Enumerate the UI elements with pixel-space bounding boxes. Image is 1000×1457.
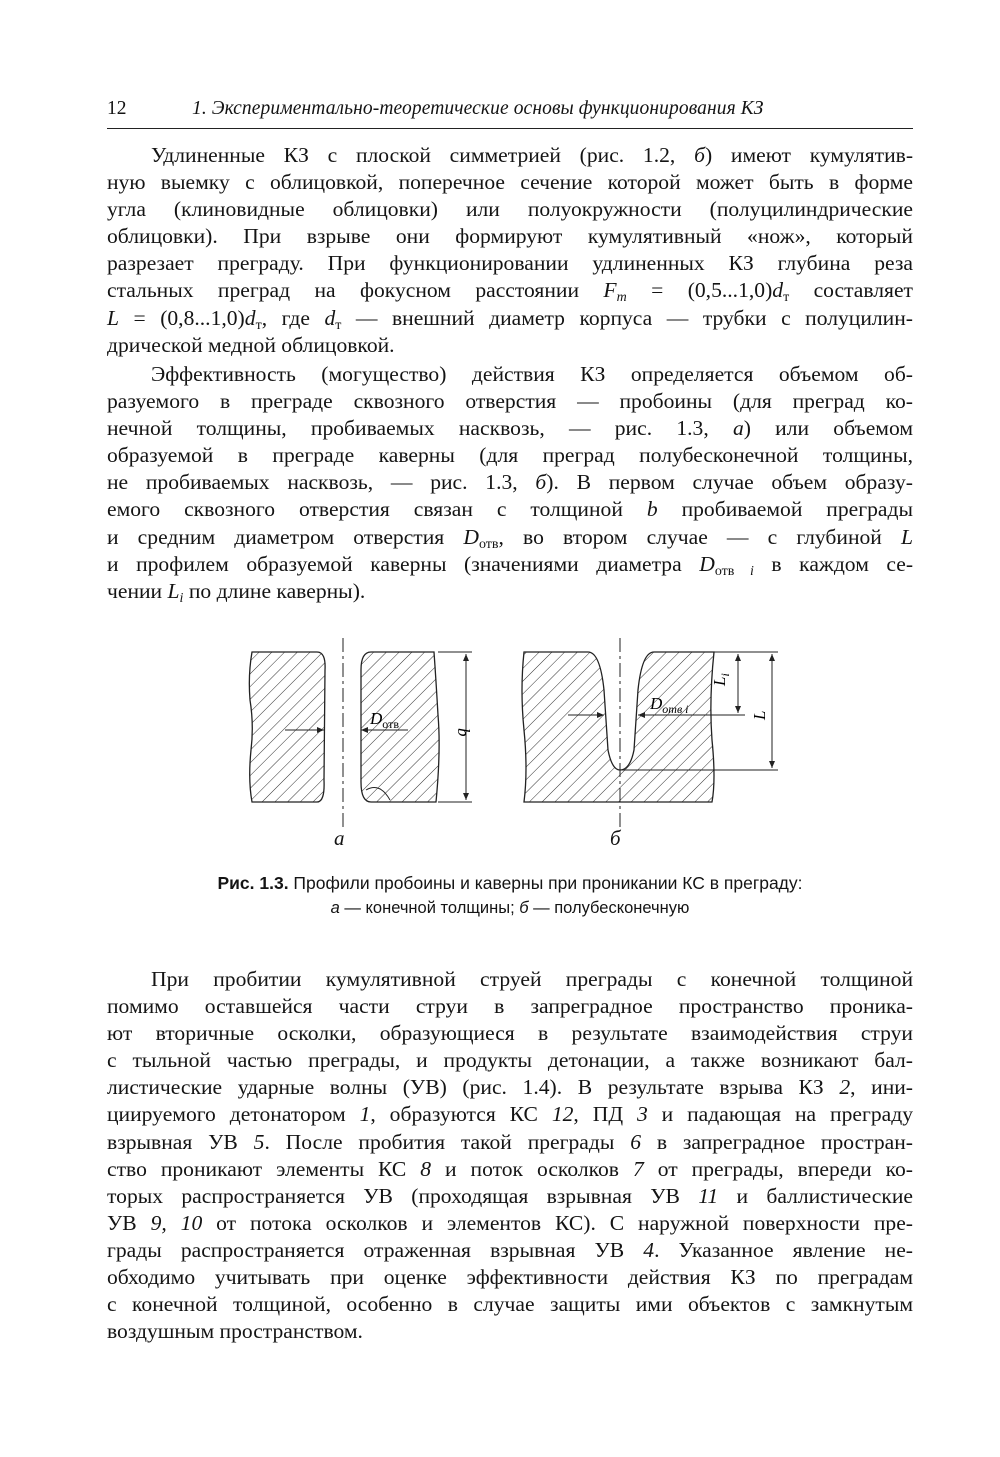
figure-a-through-hole — [249, 638, 473, 828]
paragraph-elongated-charges — [107, 142, 913, 359]
text-line: ную выемку с облицовкой, поперечное сечение которой может быть в форме — [107, 170, 913, 195]
text-line: облицовки). При взрыве они формируют кумулятивный «нож», который — [107, 224, 913, 249]
paragraph-effectiveness — [107, 361, 913, 605]
dimension-label-b: b — [454, 728, 473, 737]
text-line: разуемого в преграде сквозного отверстия — пробоины (для преград ко- — [107, 389, 913, 414]
text-line: При пробитии кумулятивной струей преграды с конечной толщиной — [151, 967, 913, 991]
paragraph-penetration — [107, 966, 913, 1345]
text-line: с тыльной частью преграды, и продукты детонации, а также возникают бал- — [107, 1048, 913, 1073]
figure-caption-legend: а — конечной толщины; б — полубесконечную — [330, 899, 690, 917]
text-line: чении $L_i$ по длине каверны). — [107, 578, 366, 606]
text-line: взрывная УВ 5. После пробития такой преграды 6 в запреградное простран- — [107, 1129, 913, 1154]
text-line: помимо оставшейся части струи в запреградное пространство проника- — [107, 994, 913, 1019]
dimension-label-Li: $L_i$ — [710, 673, 732, 686]
figure-label-b: б — [610, 826, 621, 850]
plate-left-half — [249, 652, 325, 802]
text-line: Эффективность (могущество) действия КЗ определяется объемом об- — [151, 362, 913, 386]
text-line: образуемой в преграде каверны (для преград полубесконечной толщины, — [107, 443, 913, 468]
figure-label-a: а — [334, 826, 345, 850]
text-line: стальных преград на фокусном расстоянии $F_m = (0,5...1,0)d_т$ составляет — [107, 278, 913, 306]
text-line: и профилем образуемой каверны (значениями диаметра $D_{отв i}$ в каждом се- — [107, 551, 914, 579]
caption-prefix: Рис. 1.3. — [217, 873, 289, 893]
text-line: листические ударные волны (УВ) (рис. 1.4). В результате взрыва КЗ 2, ини- — [107, 1075, 913, 1100]
dimension-label-D: $D_{отв}$ — [370, 709, 400, 731]
figure-hole-cavity-profiles — [230, 630, 790, 855]
text-line: ют вторичные осколки, образующиеся в результате взаимодействия струи — [107, 1021, 913, 1046]
page-number: 12 — [107, 98, 127, 119]
text-line: $L = (0,8...1,0)d_т$, где $d_т$ — внешний диаметр корпуса — трубки с полуцилин- — [107, 305, 913, 333]
text-line: разрезает преграду. При функционировании удлиненных КЗ глубина реза — [107, 251, 913, 276]
text-line: не пробиваемых насквозь, — рис. 1.3, б). В первом случае объем образу- — [107, 470, 913, 495]
text-line: ство проникают элементы КС 8 и поток осколков 7 от преграды, впереди ко- — [107, 1156, 913, 1181]
text-line: обходимо учитывать при оценке эффективности действия КЗ по преградам — [107, 1265, 913, 1290]
text-line: торых распространяется УВ (проходящая взрывная УВ 11 и баллистические — [107, 1183, 913, 1208]
half-infinite-target — [522, 652, 714, 802]
text-line: и средним диаметром отверстия $D_{отв}$, во втором случае — с глубиной L — [107, 524, 913, 552]
text-line: дрической медной облицовкой. — [107, 332, 395, 357]
text-line: воздушным пространством. — [107, 1319, 363, 1344]
text-line: с конечной толщиной, особенно в случае защиты ими объектов с замкнутым — [107, 1292, 913, 1317]
text-line: грады распространяется отраженная взрывная УВ 4. Указанное явление не- — [107, 1237, 913, 1262]
running-header — [107, 98, 913, 129]
chapter-title: 1. Экспериментально-теоретические основы функционирования КЗ — [192, 98, 764, 119]
text-line: Удлиненные КЗ с плоской симметрией (рис. 1.2, б) имеют кумулятив- — [151, 143, 914, 167]
text-line: УВ 9, 10 от потока осколков и элементов КС). С наружной поверхности пре- — [107, 1210, 914, 1235]
text-line: циируемого детонатором 1, образуются КС 12, ПД 3 и падающая на преграду — [107, 1102, 913, 1127]
figure-caption: Рис. 1.3. Профили пробоины и каверны при проникании КС в преграду: — [217, 873, 803, 893]
text-line: нечной толщины, пробиваемых насквозь, — рис. 1.3, а) или объемом — [107, 416, 913, 441]
text-line: угла (клиновидные облицовки) или полуокружности (полуцилиндрические — [107, 197, 913, 222]
dimension-label-L: L — [750, 710, 769, 720]
figure-b-cavity — [522, 638, 778, 828]
dimension-label-D-i: $D_{отв i}$ — [650, 694, 689, 716]
text-line: емого сквозного отверстия связан с толщиной b пробиваемой преграды — [107, 497, 913, 522]
